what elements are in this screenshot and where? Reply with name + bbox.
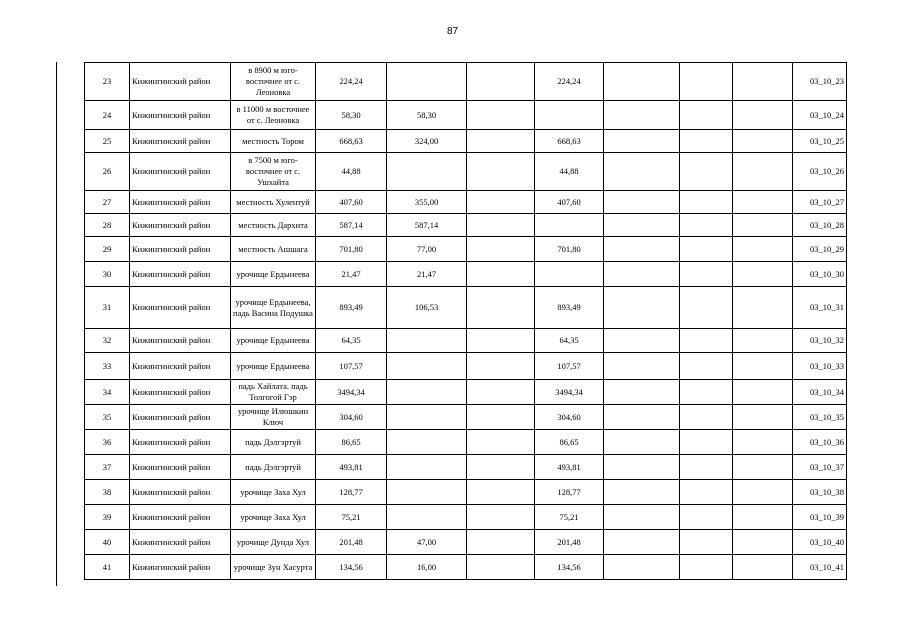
value-cell-5 (387, 329, 467, 353)
value-cell-7: 668,63 (535, 130, 604, 153)
value-cell-5: 47,00 (387, 530, 467, 555)
value-cell-8 (604, 480, 680, 505)
value-cell-8 (604, 287, 680, 329)
row-number: 34 (85, 380, 130, 405)
row-number: 32 (85, 329, 130, 353)
value-cell-9 (680, 153, 733, 191)
row-number: 37 (85, 455, 130, 480)
value-cell-8 (604, 191, 680, 214)
value-cell-5 (387, 380, 467, 405)
code-cell: 03_10_24 (793, 101, 847, 130)
value-cell-10 (733, 191, 793, 214)
table-row (85, 237, 847, 262)
value-cell-6 (467, 329, 535, 353)
area-total-cell: 893,49 (316, 287, 387, 329)
location-cell: урочище Ердынеева, падь Васина Подушка (231, 287, 316, 329)
value-cell-9 (680, 430, 733, 455)
value-cell-10 (733, 430, 793, 455)
location-cell: урочище Ердынеева (231, 262, 316, 287)
value-cell-10 (733, 353, 793, 380)
value-cell-5: 324,00 (387, 130, 467, 153)
code-cell: 03_10_28 (793, 214, 847, 237)
value-cell-6 (467, 480, 535, 505)
value-cell-8 (604, 430, 680, 455)
value-cell-7: 701,80 (535, 237, 604, 262)
area-total-cell: 224,24 (316, 63, 387, 101)
value-cell-6 (467, 555, 535, 580)
value-cell-7: 304,60 (535, 405, 604, 430)
row-number: 25 (85, 130, 130, 153)
value-cell-5: 106,53 (387, 287, 467, 329)
value-cell-8 (604, 153, 680, 191)
location-cell: в 8900 м юго-восточнее от с. Леоновка (231, 63, 316, 101)
area-total-cell: 64,35 (316, 329, 387, 353)
value-cell-9 (680, 101, 733, 130)
district-cell: Кижингинский район (130, 130, 231, 153)
value-cell-9 (680, 191, 733, 214)
value-cell-5: 77,00 (387, 237, 467, 262)
table-row (85, 287, 847, 329)
value-cell-5 (387, 353, 467, 380)
table-row (85, 430, 847, 455)
area-total-cell: 668,63 (316, 130, 387, 153)
value-cell-6 (467, 455, 535, 480)
row-number: 30 (85, 262, 130, 287)
row-number: 38 (85, 480, 130, 505)
value-cell-7: 86,65 (535, 430, 604, 455)
district-cell: Кижингинский район (130, 101, 231, 130)
value-cell-9 (680, 455, 733, 480)
row-number: 29 (85, 237, 130, 262)
value-cell-8 (604, 405, 680, 430)
value-cell-7: 107,57 (535, 353, 604, 380)
value-cell-5: 587,14 (387, 214, 467, 237)
value-cell-10 (733, 130, 793, 153)
value-cell-9 (680, 130, 733, 153)
value-cell-9 (680, 555, 733, 580)
row-number: 28 (85, 214, 130, 237)
value-cell-6 (467, 430, 535, 455)
code-cell: 03_10_27 (793, 191, 847, 214)
value-cell-5 (387, 63, 467, 101)
district-cell: Кижингинский район (130, 191, 231, 214)
code-cell: 03_10_26 (793, 153, 847, 191)
value-cell-10 (733, 555, 793, 580)
table-row (85, 262, 847, 287)
area-total-cell: 107,57 (316, 353, 387, 380)
code-cell: 03_10_31 (793, 287, 847, 329)
code-cell: 03_10_23 (793, 63, 847, 101)
value-cell-10 (733, 63, 793, 101)
table-row (85, 329, 847, 353)
value-cell-8 (604, 130, 680, 153)
value-cell-8 (604, 101, 680, 130)
district-cell: Кижингинский район (130, 455, 231, 480)
table-row (85, 191, 847, 214)
value-cell-7: 407,60 (535, 191, 604, 214)
value-cell-10 (733, 214, 793, 237)
code-cell: 03_10_39 (793, 505, 847, 530)
value-cell-7: 134,56 (535, 555, 604, 580)
district-cell: Кижингинский район (130, 380, 231, 405)
table-row (85, 353, 847, 380)
area-total-cell: 75,21 (316, 505, 387, 530)
value-cell-10 (733, 101, 793, 130)
value-cell-6 (467, 237, 535, 262)
value-cell-9 (680, 63, 733, 101)
value-cell-7: 493,81 (535, 455, 604, 480)
code-cell: 03_10_30 (793, 262, 847, 287)
table-row (85, 63, 847, 101)
value-cell-10 (733, 237, 793, 262)
value-cell-9 (680, 214, 733, 237)
table-row (85, 130, 847, 153)
value-cell-5: 58,30 (387, 101, 467, 130)
table-row (85, 530, 847, 555)
value-cell-6 (467, 214, 535, 237)
table-row (85, 153, 847, 191)
value-cell-6 (467, 191, 535, 214)
row-number: 39 (85, 505, 130, 530)
area-total-cell: 407,60 (316, 191, 387, 214)
row-number: 24 (85, 101, 130, 130)
area-total-cell: 134,56 (316, 555, 387, 580)
value-cell-7: 44,88 (535, 153, 604, 191)
value-cell-8 (604, 505, 680, 530)
location-cell: урочище Илюшкин Ключ (231, 405, 316, 430)
district-cell: Кижингинский район (130, 555, 231, 580)
value-cell-8 (604, 555, 680, 580)
code-cell: 03_10_35 (793, 405, 847, 430)
table-row (85, 455, 847, 480)
value-cell-10 (733, 405, 793, 430)
area-total-cell: 128,77 (316, 480, 387, 505)
value-cell-10 (733, 480, 793, 505)
location-cell: местность Дархита (231, 214, 316, 237)
value-cell-5: 21,47 (387, 262, 467, 287)
district-cell: Кижингинский район (130, 405, 231, 430)
table-body (85, 63, 847, 580)
value-cell-7: 128,77 (535, 480, 604, 505)
value-cell-9 (680, 262, 733, 287)
value-cell-10 (733, 380, 793, 405)
value-cell-9 (680, 329, 733, 353)
location-cell: урочище Заха Хул (231, 480, 316, 505)
value-cell-10 (733, 287, 793, 329)
district-cell: Кижингинский район (130, 262, 231, 287)
area-total-cell: 201,48 (316, 530, 387, 555)
location-cell: урочище Ердынеева (231, 329, 316, 353)
area-total-cell: 44,88 (316, 153, 387, 191)
value-cell-9 (680, 353, 733, 380)
value-cell-5 (387, 505, 467, 530)
location-cell: падь Дэлгэртуй (231, 455, 316, 480)
value-cell-9 (680, 530, 733, 555)
area-total-cell: 58,30 (316, 101, 387, 130)
location-cell: урочище Зун Хасурта (231, 555, 316, 580)
value-cell-10 (733, 153, 793, 191)
value-cell-6 (467, 380, 535, 405)
value-cell-5: 16,00 (387, 555, 467, 580)
row-number: 33 (85, 353, 130, 380)
value-cell-6 (467, 130, 535, 153)
row-number: 27 (85, 191, 130, 214)
code-cell: 03_10_36 (793, 430, 847, 455)
value-cell-10 (733, 455, 793, 480)
table-row (85, 214, 847, 237)
location-cell: местность Хулентуй (231, 191, 316, 214)
value-cell-8 (604, 353, 680, 380)
location-cell: урочище Дунда Хул (231, 530, 316, 555)
value-cell-6 (467, 101, 535, 130)
location-cell: местность Ашшага (231, 237, 316, 262)
value-cell-5 (387, 153, 467, 191)
margin-rule (56, 62, 57, 586)
value-cell-8 (604, 455, 680, 480)
district-cell: Кижингинский район (130, 353, 231, 380)
value-cell-8 (604, 380, 680, 405)
value-cell-9 (680, 380, 733, 405)
value-cell-5 (387, 455, 467, 480)
value-cell-7: 224,24 (535, 63, 604, 101)
value-cell-9 (680, 505, 733, 530)
value-cell-7: 893,49 (535, 287, 604, 329)
table-row (85, 101, 847, 130)
value-cell-6 (467, 287, 535, 329)
row-number: 35 (85, 405, 130, 430)
area-total-cell: 587,14 (316, 214, 387, 237)
table-row (85, 405, 847, 430)
value-cell-5 (387, 480, 467, 505)
area-total-cell: 701,80 (316, 237, 387, 262)
value-cell-8 (604, 63, 680, 101)
row-number: 26 (85, 153, 130, 191)
value-cell-9 (680, 287, 733, 329)
area-total-cell: 3494,34 (316, 380, 387, 405)
area-total-cell: 86,65 (316, 430, 387, 455)
location-cell: падь Хайлата. падь Толгогой Гэр (231, 380, 316, 405)
row-number: 41 (85, 555, 130, 580)
value-cell-6 (467, 262, 535, 287)
value-cell-6 (467, 505, 535, 530)
location-cell: местность Тором (231, 130, 316, 153)
value-cell-10 (733, 329, 793, 353)
value-cell-7: 75,21 (535, 505, 604, 530)
value-cell-8 (604, 237, 680, 262)
district-cell: Кижингинский район (130, 430, 231, 455)
district-cell: Кижингинский район (130, 530, 231, 555)
location-cell: урочище Ердынеева (231, 353, 316, 380)
code-cell: 03_10_34 (793, 380, 847, 405)
row-number: 31 (85, 287, 130, 329)
value-cell-7: 64,35 (535, 329, 604, 353)
value-cell-8 (604, 530, 680, 555)
row-number: 36 (85, 430, 130, 455)
value-cell-8 (604, 262, 680, 287)
value-cell-6 (467, 63, 535, 101)
code-cell: 03_10_32 (793, 329, 847, 353)
row-number: 40 (85, 530, 130, 555)
value-cell-7: 3494,34 (535, 380, 604, 405)
district-cell: Кижингинский район (130, 237, 231, 262)
district-cell: Кижингинский район (130, 329, 231, 353)
value-cell-7 (535, 214, 604, 237)
district-cell: Кижингинский район (130, 214, 231, 237)
table-row (85, 505, 847, 530)
value-cell-7 (535, 101, 604, 130)
value-cell-9 (680, 480, 733, 505)
code-cell: 03_10_29 (793, 237, 847, 262)
code-cell: 03_10_41 (793, 555, 847, 580)
code-cell: 03_10_33 (793, 353, 847, 380)
value-cell-5 (387, 405, 467, 430)
value-cell-9 (680, 237, 733, 262)
value-cell-6 (467, 530, 535, 555)
row-number: 23 (85, 63, 130, 101)
area-total-cell: 493,81 (316, 455, 387, 480)
district-cell: Кижингинский район (130, 153, 231, 191)
table-row (85, 380, 847, 405)
code-cell: 03_10_25 (793, 130, 847, 153)
value-cell-6 (467, 153, 535, 191)
value-cell-7: 201,48 (535, 530, 604, 555)
value-cell-10 (733, 262, 793, 287)
value-cell-8 (604, 329, 680, 353)
district-cell: Кижингинский район (130, 505, 231, 530)
page-number: 87 (446, 26, 459, 37)
code-cell: 03_10_40 (793, 530, 847, 555)
area-total-cell: 21,47 (316, 262, 387, 287)
value-cell-7 (535, 262, 604, 287)
location-cell: урочище Заха Хул (231, 505, 316, 530)
value-cell-6 (467, 405, 535, 430)
value-cell-9 (680, 405, 733, 430)
value-cell-10 (733, 505, 793, 530)
value-cell-5: 355,00 (387, 191, 467, 214)
land-plots-table (84, 62, 847, 580)
table-row (85, 555, 847, 580)
value-cell-5 (387, 430, 467, 455)
value-cell-6 (467, 353, 535, 380)
value-cell-10 (733, 530, 793, 555)
code-cell: 03_10_38 (793, 480, 847, 505)
value-cell-8 (604, 214, 680, 237)
location-cell: в 7500 м юго-восточнее от с. Ушхайта (231, 153, 316, 191)
code-cell: 03_10_37 (793, 455, 847, 480)
location-cell: в 11000 м восточнее от с. Леоновка (231, 101, 316, 130)
district-cell: Кижингинский район (130, 63, 231, 101)
location-cell: падь Дэлгэртуй (231, 430, 316, 455)
table-row (85, 480, 847, 505)
area-total-cell: 304,60 (316, 405, 387, 430)
district-cell: Кижингинский район (130, 480, 231, 505)
district-cell: Кижингинский район (130, 287, 231, 329)
